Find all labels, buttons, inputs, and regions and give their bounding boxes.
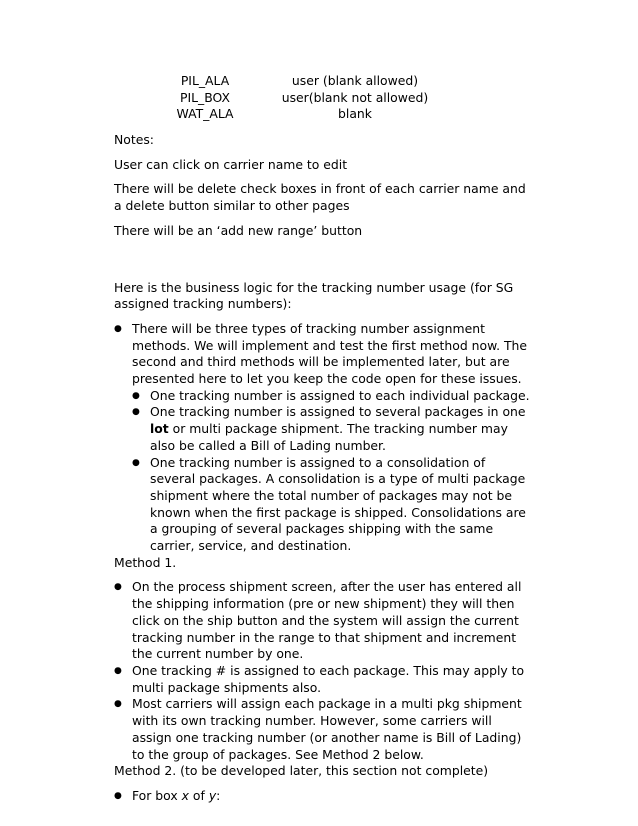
table-row (140, 90, 440, 107)
note-edit-carrier: User can click on carrier name to edit (114, 156, 348, 172)
list-item (132, 388, 534, 405)
table-row (140, 106, 440, 123)
bullet-icon: ● (132, 390, 140, 401)
list-item (114, 788, 534, 805)
carrier-user: user(blank not allowed) (281, 89, 429, 105)
assignment-methods-sublist (132, 388, 534, 555)
carrier-range-table (140, 73, 440, 123)
document-body (114, 132, 534, 805)
list-item (132, 455, 534, 555)
bullet-icon: ● (114, 790, 122, 801)
carrier-code: WAT_ALA (176, 106, 234, 121)
lot-emphasis: lot (150, 421, 169, 437)
method-text: One tracking number is assigned to several packages in one (150, 404, 526, 420)
bullet-icon: ● (132, 407, 140, 418)
method2-list (114, 788, 534, 805)
method-text-cont: or multi package shipment. The tracking number may also be called a Bill of Lading number. (150, 421, 508, 453)
method-text: One tracking number is assigned to a consolidation of several packages. A consolidation is a type of multi package shipment where the total number of packages may not be known when the first package is shipped. Consolidations are a grouping of several packages shipping with the same carrier, service, and destination. (150, 454, 526, 554)
method-text: One tracking number is assigned to each individual package. (150, 387, 530, 403)
note-delete-checkboxes: There will be delete check boxes in front of each carrier name and a delete button similar to other pages (114, 181, 526, 214)
carrier-code: PIL_BOX (180, 89, 230, 105)
list-item (114, 321, 534, 555)
note-add-range: There will be an ‘add new range’ button (114, 222, 363, 238)
var-y: y (208, 787, 217, 803)
table-row (140, 73, 440, 90)
method1-list (114, 579, 534, 763)
method2-text: For box (132, 787, 182, 803)
bullet-icon: ● (114, 665, 122, 676)
carrier-code: PIL_ALA (180, 73, 230, 88)
assignment-types-list (114, 321, 534, 555)
method2-text-end: : (216, 787, 221, 803)
notes-heading: Notes: (114, 132, 154, 147)
types-description: There will be three types of tracking number assignment methods. We will implement and test the first method now. The second and third methods will be implemented later, but are presented here to let you keep the code open for these issues. (132, 320, 528, 387)
list-item (114, 696, 534, 763)
list-item (132, 404, 534, 454)
method2-heading: Method 2. (to be developed later, this section not complete) (114, 763, 489, 779)
bullet-icon: ● (114, 582, 122, 593)
list-item (114, 579, 534, 663)
method1-step: One tracking # is assigned to each package. This may apply to multi package shipments also. (132, 662, 525, 695)
bullet-icon: ● (132, 457, 140, 468)
business-logic-intro: Here is the business logic for the tracking number usage (for SG assigned tracking numbers): (114, 279, 514, 312)
var-x: x (181, 787, 189, 803)
list-item (114, 663, 534, 696)
bullet-icon: ● (114, 323, 122, 334)
carrier-user: user (blank allowed) (291, 73, 419, 88)
method1-step: On the process shipment screen, after the user has entered all the shipping information (pre or new shipment) they will then click on the ship button and the system will assign the current tracking number in the range to that shipment and increment the current number by one. (132, 579, 522, 662)
method1-heading: Method 1. (114, 554, 177, 570)
method2-text-of: of (188, 787, 209, 803)
method1-step: Most carriers will assign each package in a multi pkg shipment with its own tracking number. However, some carriers will assign one tracking number (or another name is Bill of Lading) to the group of packages. See Method 2 below. (132, 696, 522, 762)
bullet-icon: ● (114, 699, 122, 710)
carrier-user: blank (338, 106, 372, 121)
